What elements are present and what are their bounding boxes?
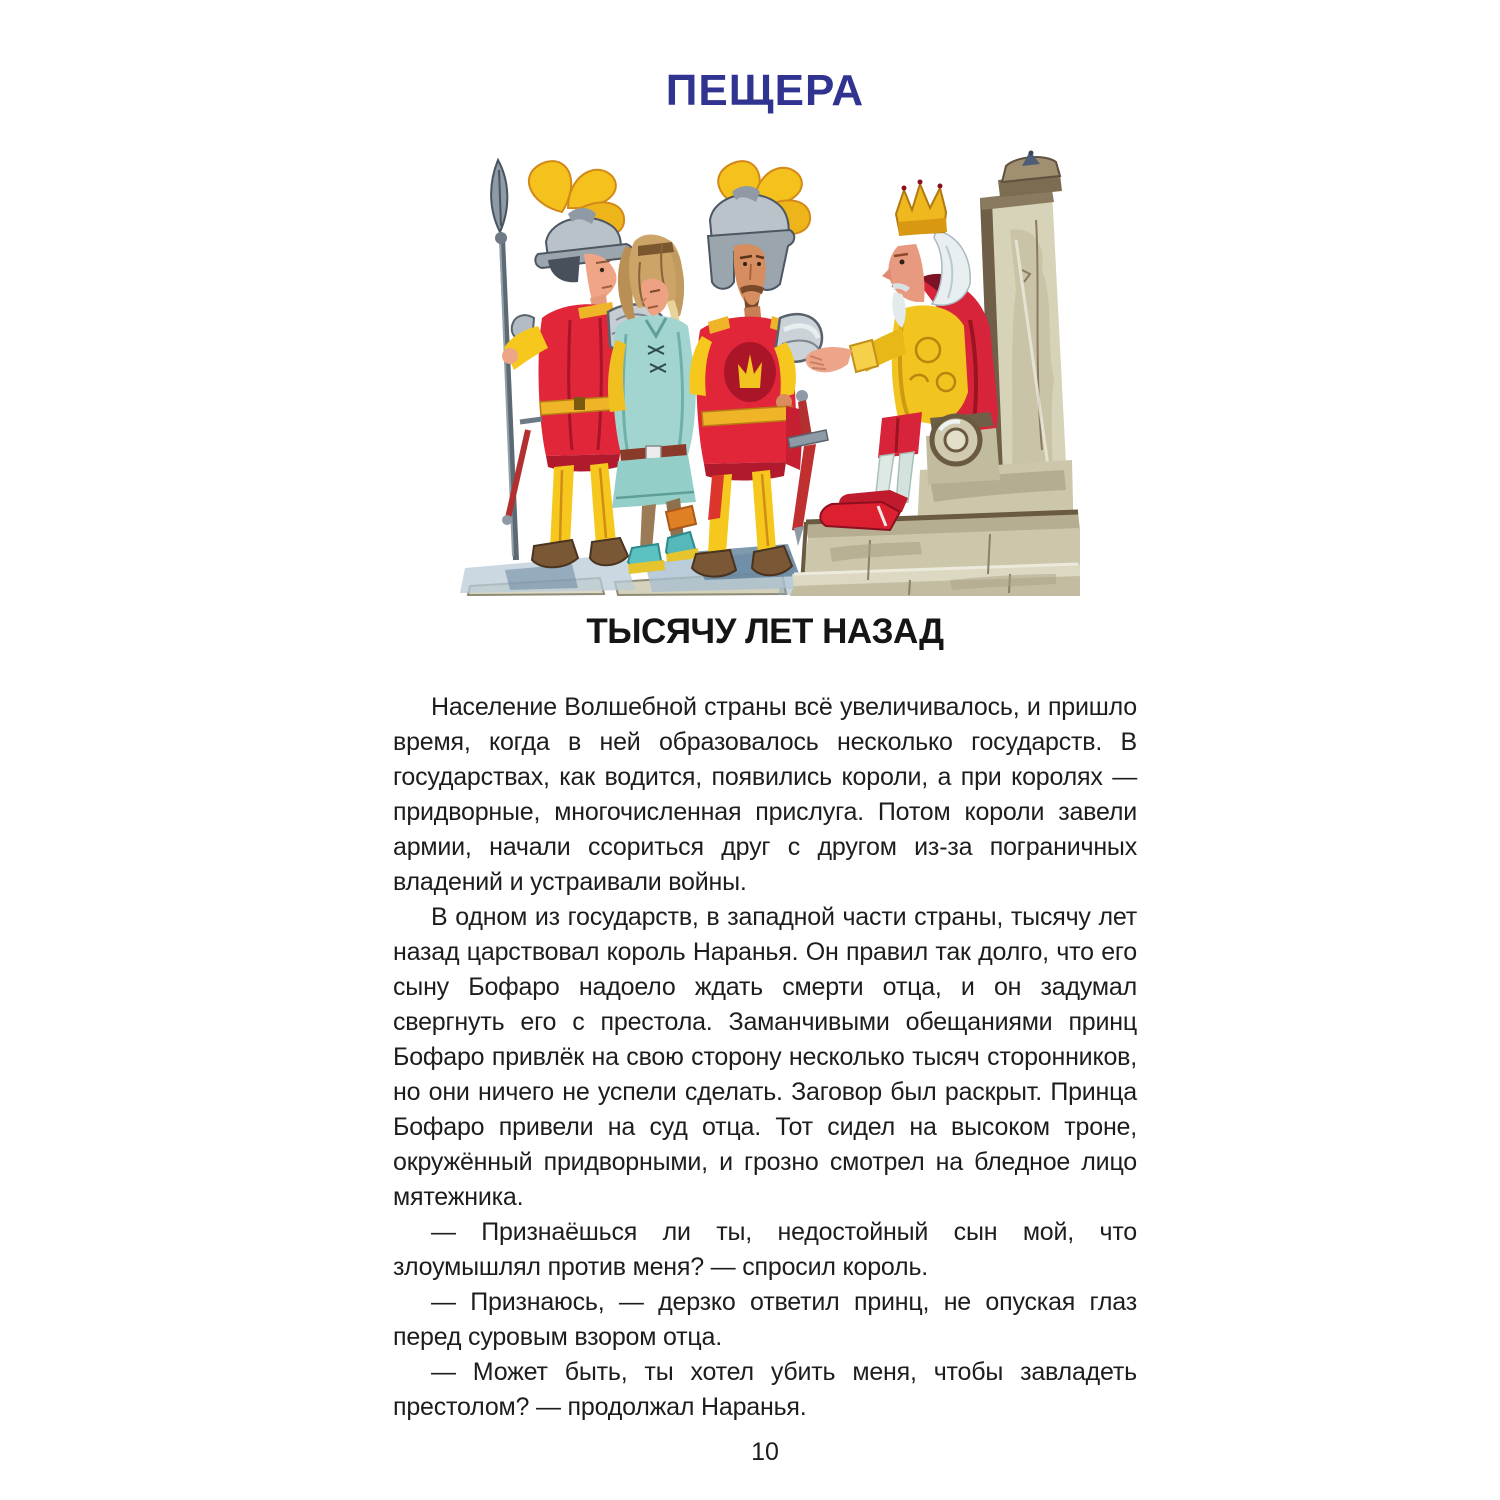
body-text xyxy=(393,690,1137,1425)
king-legs xyxy=(820,412,922,530)
chapter-title: ПЕЩЕРА xyxy=(665,66,865,115)
paragraph: — Признаюсь, — дерзко ответил принц, не опуская глаз перед суровым взором отца. xyxy=(393,1288,1137,1351)
throne-scene-picture xyxy=(450,150,1080,596)
section-heading: ТЫСЯЧУ ЛЕТ НАЗАД xyxy=(586,612,944,651)
page-number: 10 xyxy=(751,1438,779,1466)
paragraph: В одном из государств, в западной части страны, тысячу лет назад царствовал король Наранья. Он правил так долго, что его сыну Бофаро надоело ждать смерти отца, и он задумал свергнуть его с престола. Заманчивыми обещаниями принц Бофаро привлёк на свою сторону несколько тысяч сторонников, но они ничего не успели сделать. Заговор был раскрыт. Принца Бофаро привели на суд отца. Тот сидел на высоком троне, окружённый придворными, и грозно смотрел на бледное лицо мятежника. xyxy=(393,903,1137,1211)
king-and-throne xyxy=(790,151,1080,597)
paragraph: — Признаёшься ли ты, недостойный сын мой, что злоумышлял против меня? — спросил король. xyxy=(393,1218,1137,1281)
paragraph: Население Волшебной страны всё увеличивалось, и пришло время, когда в ней образовалось несколько государств. В государствах, как водится, появились короли, а при королях — придворные, многочисленная прислуга. Потом короли завели армии, начали ссориться друг с другом из-за пограничных владений и устраивали войны. xyxy=(393,693,1137,896)
guard-right xyxy=(690,161,829,576)
paragraph: — Может быть, ты хотел убить меня, чтобы завладеть престолом? — продолжал Наранья. xyxy=(393,1358,1137,1421)
illustration xyxy=(450,150,1080,596)
prisoner xyxy=(608,235,699,575)
throne-finial xyxy=(998,151,1062,198)
